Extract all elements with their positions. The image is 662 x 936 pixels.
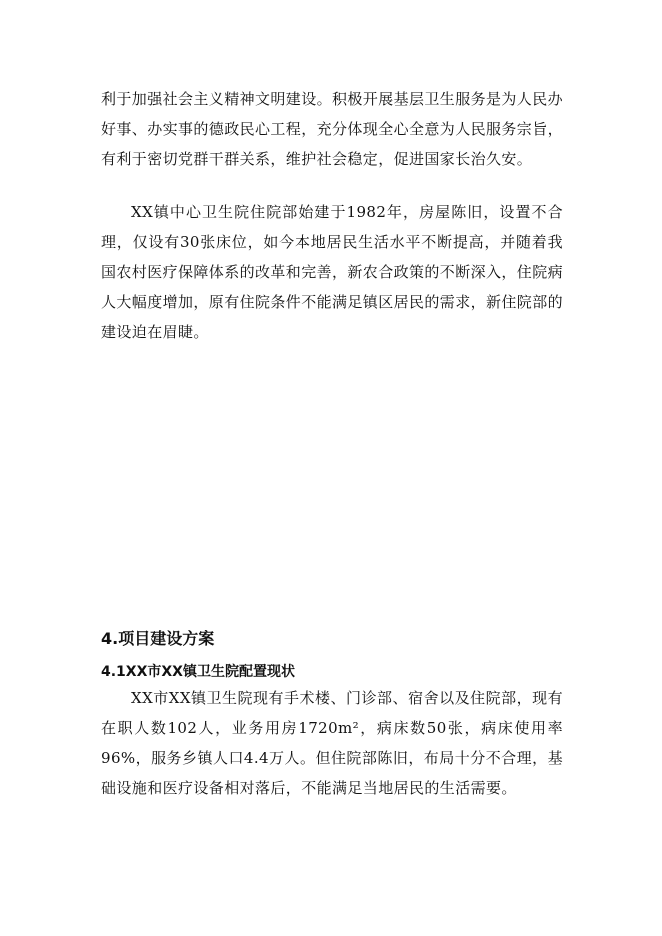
section-heading: 4.项目建设方案 xyxy=(101,629,215,648)
body-paragraph-inpatient-history: XX镇中心卫生院住院部始建于1982年，房屋陈旧，设置不合理，仅设有30张床位，如今本地居民生活水平不断提高，并随着我国农村医疗保障体系的改革和完善，新农合政策的不断深入，住院病人大幅度增加，原有住院条件不能满足镇区居民的需求，新住院部的建设迫在眉睫。 xyxy=(101,203,564,341)
body-paragraph-spiritual-civilization: 利于加强社会主义精神文明建设。积极开展基层卫生服务是为人民办好事、办实事的德政民心工程，充分体现全心全意为人民服务宗旨，有利于密切党群干群关系，维护社会稳定，促进国家长治久安。 xyxy=(101,90,564,168)
subsection-heading: 4.1XX市XX镇卫生院配置现状 xyxy=(101,664,295,680)
body-paragraph-current-configuration: XX市XX镇卫生院现有手术楼、门诊部、宿舍以及住院部，现有在职人数102人，业务用房1720m²，病床数50张，病床使用率96%，服务乡镇人口4.4万人。但住院部陈旧，布局十分不合理，基础设施和医疗设备相对落后，不能满足当地居民的生活需要。 xyxy=(101,689,563,797)
